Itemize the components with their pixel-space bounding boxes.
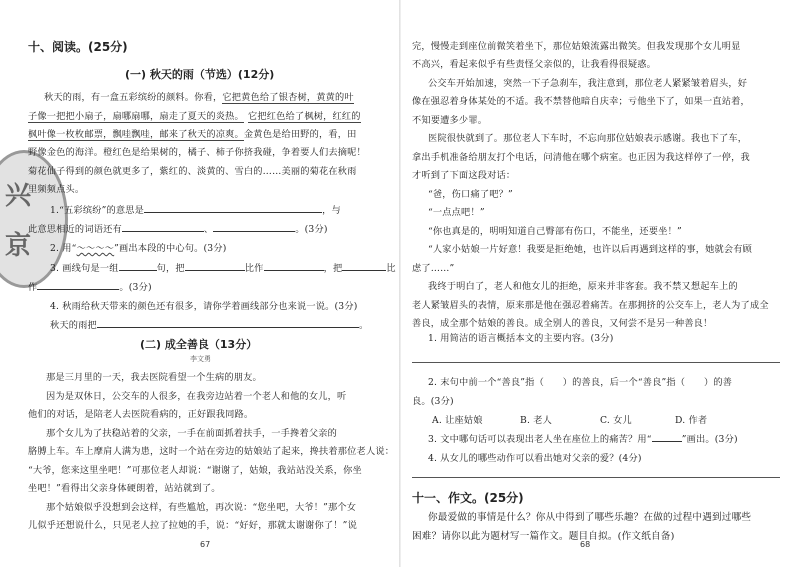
passage1-line: 子像一把把小扇子，扇哪扇哪，扇走了夏天的炎热。 (28, 111, 244, 122)
question-r2a: 2. 末句中前一个“善良”指（ ）的善良，后一个“善良”指（ ）的善 (428, 377, 733, 388)
passage2-line: 完，慢慢走到座位前微笑着坐下，那位姑娘流露出微笑。但我发现那个女儿明显 (412, 41, 741, 52)
passage2-line: 不高兴，看起来似乎有些责怪父亲似的，让我看得很疑惑。 (412, 59, 657, 70)
passage2-line: “一点点吧！” (428, 207, 485, 218)
passage2-line: 拿出手机准备给朋友打个电话，问清他在哪个病室。也正因为我这样停了一停，我 (412, 152, 750, 163)
answer-blank[interactable] (37, 280, 119, 290)
passage2-line: 公交车开始加速，突然一下子急刹车，我注意到，那位老人紧紧皱着眉头，好 (428, 78, 748, 89)
passage1-line: 枫叶像一枚枚邮票，飘哇飘哇，邮来了秋天的凉爽。金黄色是给田野的，看，田 (28, 129, 357, 140)
option[interactable]: B. 老人 (520, 415, 552, 426)
right-page (400, 0, 800, 567)
passage2-line: 虑了……” (412, 263, 455, 274)
passage2-line: 胳膊上车。车上摩肩人满为患，这时一个站在旁边的姑娘站了起来，搀扶着那位老人说： (28, 446, 395, 457)
page-number: 68 (580, 540, 591, 549)
passage2-line: 那个女儿为了扶稳站着的父亲，一手在前面抓着扶手，一手搀着父亲的 (46, 428, 338, 439)
question-3b: 作 。(3分) (28, 282, 152, 293)
question-r1: 1. 用简洁的语言概括本文的主要内容。(3分) (428, 333, 614, 344)
passage2-line: “人家小姑娘一片好意！我要是拒绝她，也许以后再遇到这样的事，她就会有顾 (428, 244, 753, 255)
question-2: 2. 用“～～～～”画出本段的中心句。(3分) (50, 243, 227, 254)
passage1-line: 它把红色给了枫树，红红的 (248, 111, 361, 122)
page-number: 67 (200, 540, 211, 549)
passage2-line: 儿似乎还想说什么，只见老人拉了拉她的手，说：“好好，那就太谢谢你了！”说 (28, 520, 357, 531)
option[interactable]: C. 女儿 (600, 415, 632, 426)
question-1a: 1.“五彩缤纷”的意思是 ，与 (50, 205, 341, 216)
passage2-line: “你也真是的，明明知道自己臀部有伤口，不能坐，还要坐！” (428, 226, 682, 237)
question-4-answer: 秋天的雨把 。 (50, 320, 369, 331)
author: 李文勇 (190, 355, 211, 363)
passage2-line: “大爷，您来这里坐吧！”可那位老人却说：“谢谢了，姑娘，我站站没关系，你坐 (28, 465, 362, 476)
passage2-line: 坐吧！”看得出父亲身体硬朗着，站站就到了。 (28, 483, 221, 494)
answer-blank[interactable] (144, 203, 322, 213)
passage1-line: 里频频点头。 (28, 184, 85, 195)
question-3a: 3. 画线句是一组 句，把 比作 ，把 比 (50, 263, 396, 274)
section-title-reading: 十、阅读。(25分) (28, 40, 128, 54)
question-1b: 此意思相近的词语还有 、 。(3分) (28, 224, 328, 235)
answer-blank[interactable] (185, 261, 245, 271)
question-r4: 4. 从女儿的哪些动作可以看出她对父亲的爱？(4分) (428, 453, 642, 464)
part2-title: (二) 成全善良（13分） (140, 338, 258, 351)
passage2-line: 因为是双休日，公交车的人很多，在我旁边站着一个老人和他的女儿，听 (46, 391, 347, 402)
answer-line[interactable] (412, 362, 780, 363)
passage2-line: 我终于明白了，老人和他女儿的拒绝，原来并非客套。我不禁又想起车上的 (428, 281, 738, 292)
passage1-line: 秋天的雨，有一盒五彩缤纷的颜料。你看，它把黄色给了银杏树，黄黄的叶 (44, 92, 354, 103)
passage2-line: 他们的对话，是陪老人去医院看病的，正好跟我同路。 (28, 409, 254, 420)
option[interactable]: A. 让座姑娘 (432, 415, 483, 426)
answer-blank[interactable] (213, 222, 295, 232)
stamp-watermark: 兴 京 (0, 150, 68, 288)
passage2-line: 医院很快就到了。那位老人下车时，不忘向那位姑娘表示感谢。我也下了车， (428, 133, 748, 144)
answer-line[interactable] (412, 477, 780, 478)
question-r2b: 良。(3分) (412, 396, 454, 407)
passage2-line: 那是三月里的一天，我去医院看望一个生病的朋友。 (46, 372, 262, 383)
essay-prompt: 你最爱做的事情是什么？你从中得到了哪些乐趣？在做的过程中遇到过哪些 (428, 512, 752, 523)
answer-blank[interactable] (342, 261, 386, 271)
essay-prompt: 困难？请你以此为题材写一篇作文。题目自拟。(作文纸自备) (412, 531, 675, 542)
passage2-line: 像在强忍着身体某处的不适。我不禁替他暗自庆幸；亏他坐下了，如果一直站着， (412, 96, 750, 107)
passage1-line: 菊花仙子得到的颜色就更多了，紫红的、淡黄的、雪白的……美丽的菊花在秋雨 (28, 166, 357, 177)
section-title-essay: 十一、作文。(25分) (412, 491, 524, 505)
passage2-line: 不知要遭多少罪。 (412, 115, 488, 126)
passage2-line: 老人紧皱眉头的表情，原来那是他在强忍着痛苦。在那拥挤的公交车上，老人为了成全 (412, 300, 769, 311)
passage1-line: 野像金色的海洋。橙红色是给果树的，橘子、柿子你挤我碰，争着要人们去摘呢！ (28, 147, 366, 158)
answer-blank[interactable] (652, 432, 682, 442)
option[interactable]: D. 作者 (675, 415, 708, 426)
answer-blank[interactable] (119, 261, 157, 271)
question-r3: 3. 文中哪句话可以表现出老人坐在座位上的痛苦？用“ ”画出。(3分) (428, 434, 738, 445)
passage2-line: 善良，成全那个姑娘的善良。成全别人的善良，又何尝不是另一种善良！ (412, 318, 713, 329)
answer-blank[interactable] (97, 318, 359, 328)
answer-blank[interactable] (264, 261, 324, 271)
passage2-line: “爸，伤口痛了吧？” (428, 189, 513, 200)
passage2-line: 那个姑娘似乎没想到会这样，有些尴尬，再次说：“您坐吧，大爷！”那个女 (46, 502, 357, 513)
question-4: 4. 秋雨给秋天带来的颜色还有很多，请你学着画线部分也来说一说。(3分) (50, 301, 358, 312)
part1-title: (一) 秋天的雨（节选）(12分) (125, 68, 275, 81)
answer-blank[interactable] (122, 222, 204, 232)
passage2-line: 才听到了下面这段对话： (412, 170, 516, 181)
